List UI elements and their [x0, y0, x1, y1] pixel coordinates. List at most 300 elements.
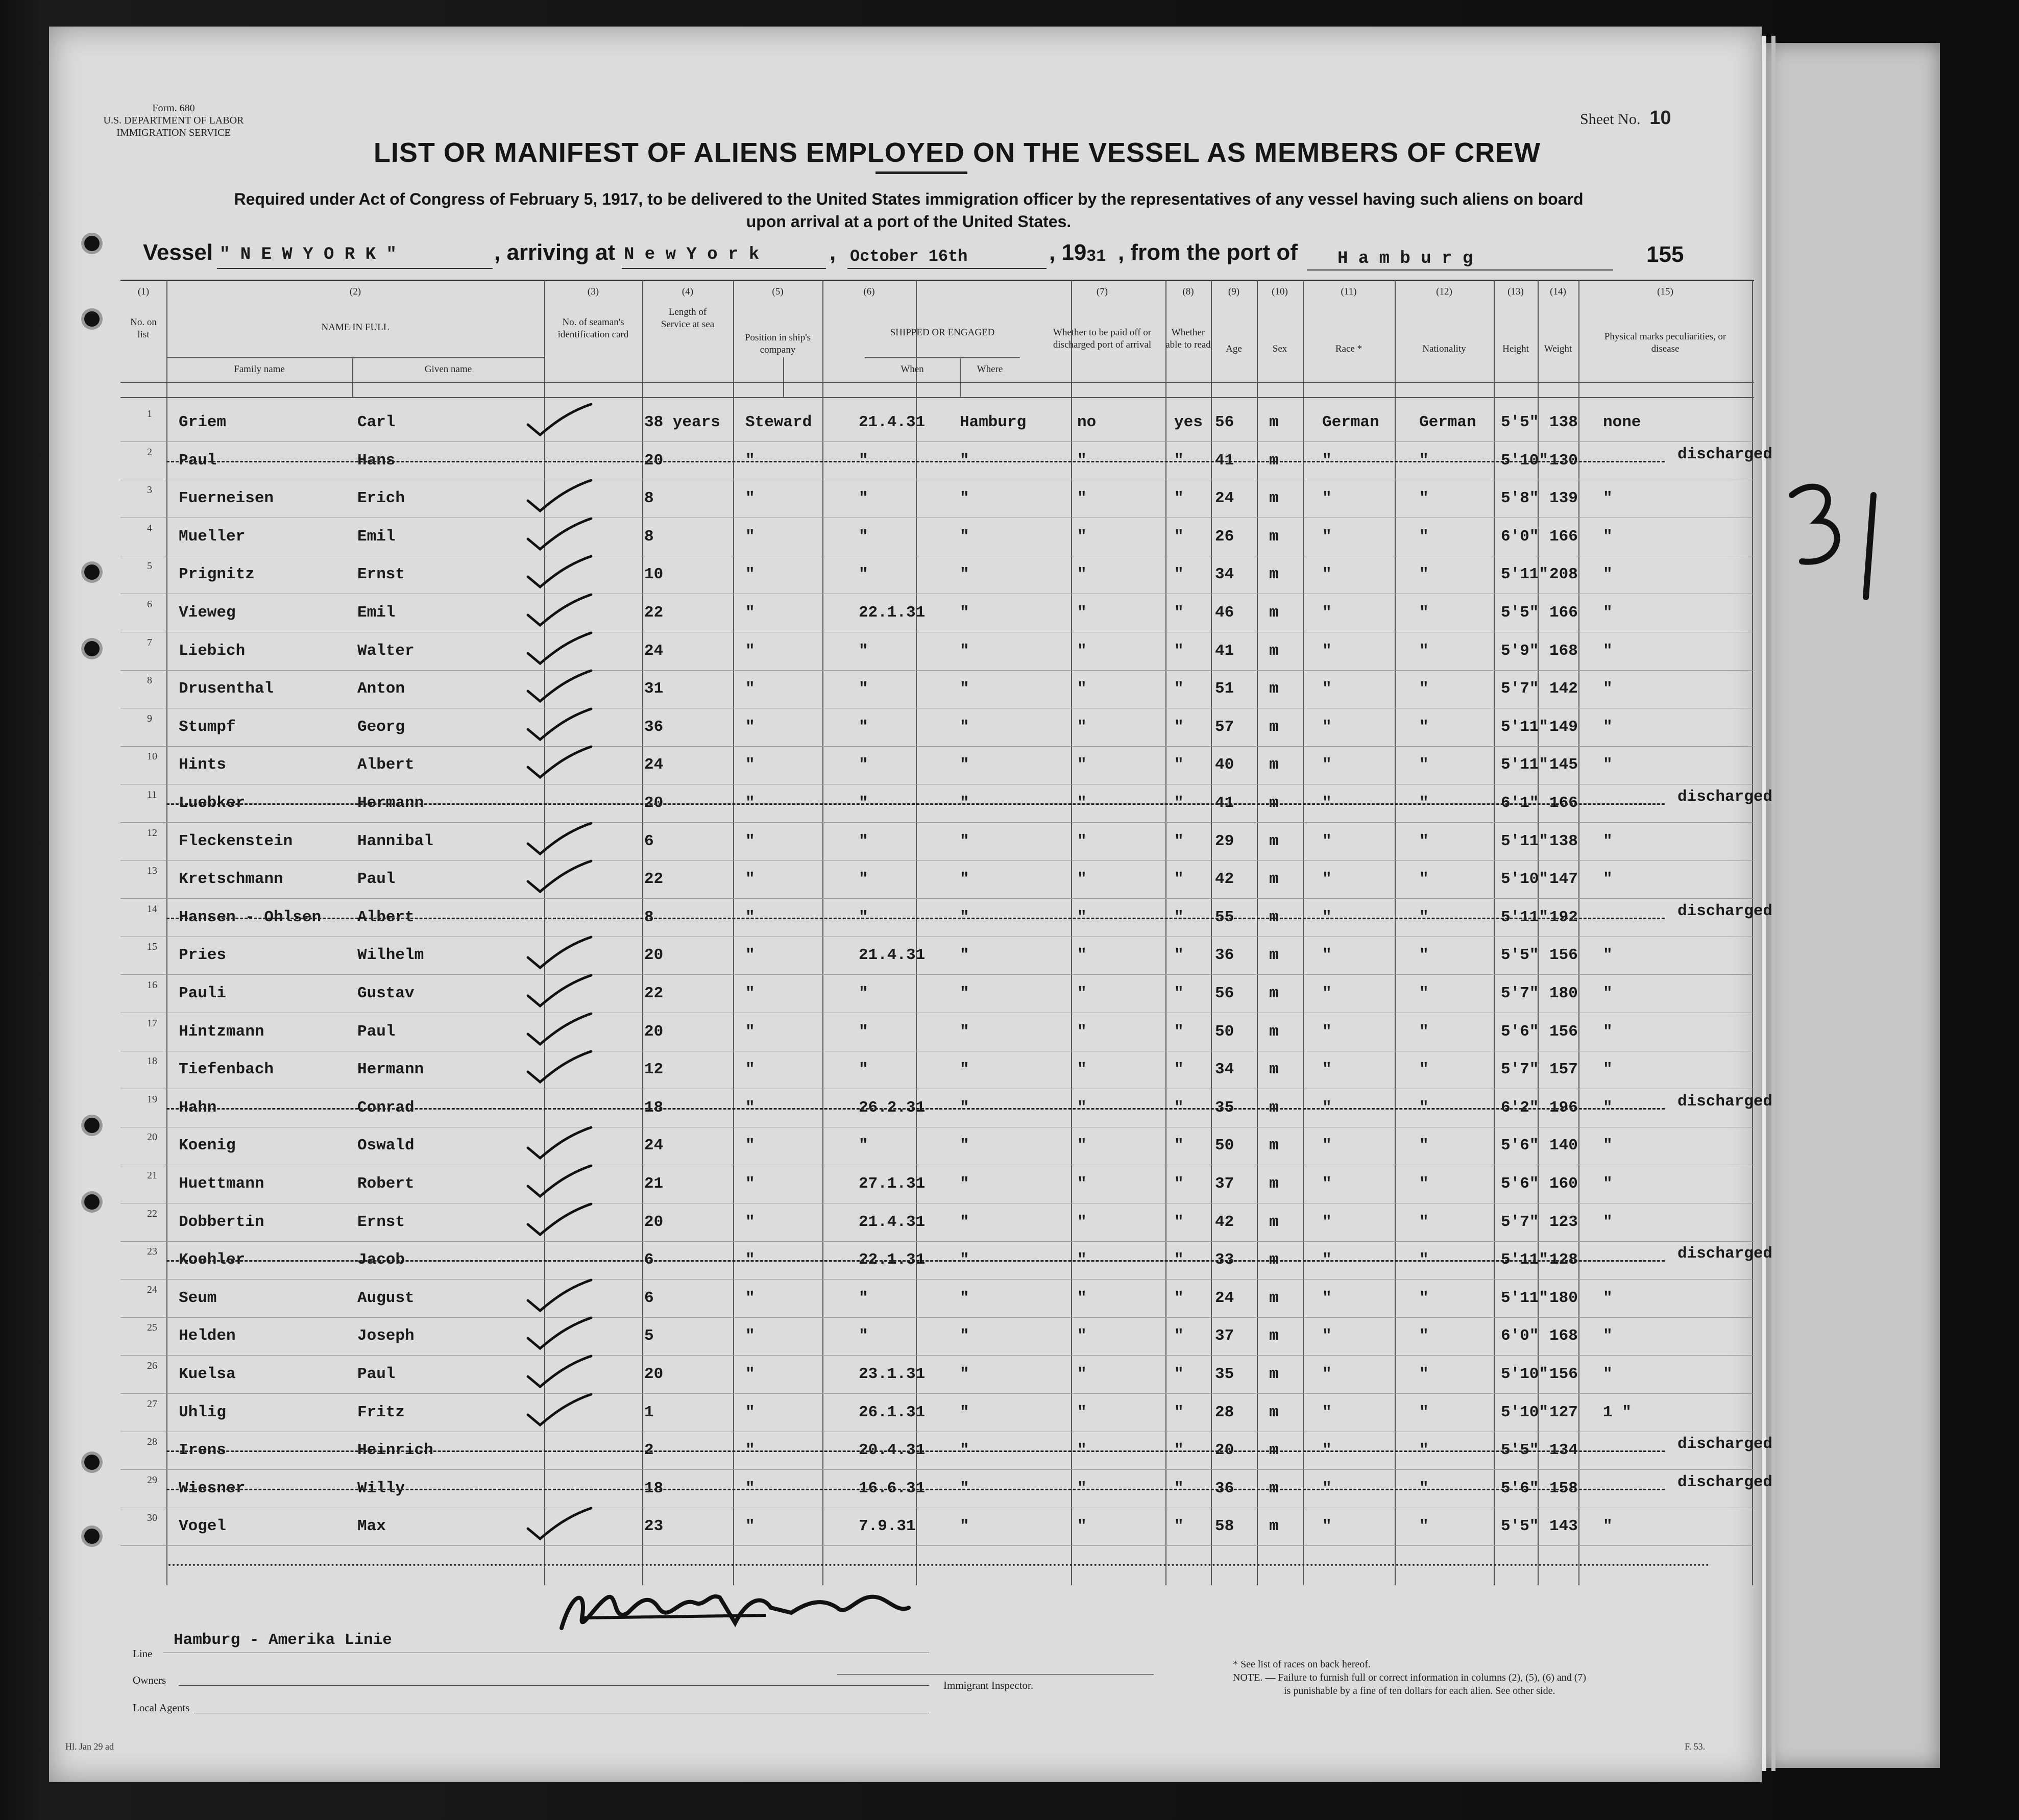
- cell-weight: 147: [1549, 870, 1578, 889]
- col-8-num: (8): [1182, 286, 1194, 297]
- cell-paid: ": [1077, 604, 1087, 622]
- cell-height: 5'6": [1501, 1479, 1539, 1497]
- cell-sex: m: [1269, 870, 1279, 889]
- cell-age: 34: [1215, 1061, 1234, 1079]
- cell-where: ": [960, 680, 969, 698]
- cell-when: 26.1.31: [859, 1403, 926, 1421]
- col-9-num: (9): [1228, 286, 1240, 297]
- cell-when: 22.1.31: [859, 1251, 926, 1269]
- fill-line: [1307, 269, 1613, 270]
- cell-read: ": [1174, 1251, 1184, 1269]
- cell-race: ": [1322, 1403, 1332, 1421]
- check-mark-icon: [524, 821, 595, 857]
- cell-height: 5'5": [1501, 1441, 1539, 1460]
- punch-hole: [84, 311, 100, 327]
- cell-read: ": [1174, 1479, 1184, 1497]
- cell-marks: ": [1603, 1517, 1613, 1536]
- cell-age: 35: [1215, 1365, 1234, 1383]
- form-code: F. 53.: [1685, 1741, 1706, 1752]
- cell-paid: ": [1077, 1327, 1087, 1345]
- cell-nat: ": [1419, 1327, 1429, 1345]
- cell-height: 5'6": [1501, 1137, 1539, 1155]
- line-label: Line: [133, 1647, 153, 1660]
- table-row: [120, 633, 1754, 671]
- cell-sex: m: [1269, 1403, 1279, 1421]
- cell-given: Emil: [357, 527, 396, 546]
- row-number: 24: [147, 1284, 157, 1295]
- table-row: [120, 1280, 1754, 1318]
- table-row: [120, 709, 1754, 747]
- table-row: [120, 1432, 1773, 1470]
- cell-where: ": [960, 832, 969, 850]
- cell-where: ": [960, 985, 969, 1002]
- cell-marks: ": [1603, 1098, 1613, 1117]
- cell-nat: ": [1419, 1289, 1429, 1307]
- cell-marks: ": [1603, 565, 1613, 584]
- discharged-remark: discharged: [1677, 1092, 1773, 1111]
- check-mark-icon: [524, 859, 595, 895]
- cell-read: ": [1174, 1517, 1184, 1536]
- header-bottom-rule: [120, 382, 1754, 383]
- cell-age: 34: [1215, 565, 1234, 584]
- col-6a-header: When: [901, 364, 924, 375]
- form-header: [89, 102, 258, 139]
- cell-family: Seum: [179, 1289, 217, 1307]
- cell-paid: ": [1077, 527, 1087, 546]
- cell-height: 5'9": [1501, 642, 1539, 660]
- discharged-remark: discharged: [1677, 902, 1773, 920]
- cell-read: ": [1174, 985, 1184, 1002]
- cell-weight: 156: [1549, 946, 1578, 965]
- cell-family: Pries: [179, 946, 227, 965]
- cell-when: 26.2.31: [859, 1098, 926, 1117]
- cell-race: ": [1322, 870, 1332, 889]
- check-mark-icon: [524, 745, 595, 780]
- check-mark-icon: [524, 478, 595, 514]
- cell-service: 8: [644, 908, 654, 926]
- cell-sex: m: [1269, 1098, 1279, 1117]
- cell-weight: 166: [1549, 604, 1578, 622]
- cell-sex: m: [1269, 1517, 1279, 1536]
- cell-nat: ": [1419, 565, 1429, 584]
- cell-family: Kuelsa: [179, 1365, 236, 1383]
- cell-when: ": [859, 794, 868, 812]
- cell-weight: 127: [1549, 1403, 1578, 1421]
- cell-nat: ": [1419, 1441, 1429, 1460]
- cell-age: 40: [1215, 756, 1234, 774]
- col-14-num: (14): [1550, 286, 1566, 297]
- cell-sex: m: [1269, 1479, 1279, 1497]
- cell-family: Paul: [179, 451, 217, 470]
- cell-family: Helden: [179, 1327, 236, 1345]
- col-14-header: Weight: [1544, 343, 1572, 354]
- cell-where: ": [960, 1251, 969, 1269]
- col-2b-header: Given name: [424, 364, 472, 375]
- cell-given: Walter: [357, 642, 415, 660]
- cell-height: 5'11": [1501, 756, 1549, 774]
- cell-service: 2: [644, 1441, 654, 1460]
- cell-race: ": [1322, 718, 1332, 736]
- cell-position: ": [745, 1289, 755, 1307]
- cell-family: Koenig: [179, 1137, 236, 1155]
- arrival-date: October 16th: [850, 247, 968, 266]
- cell-marks: 1 ": [1603, 1403, 1632, 1421]
- cell-marks: ": [1603, 1022, 1613, 1041]
- table-row: [120, 1508, 1754, 1546]
- row-number: 12: [147, 827, 157, 839]
- footnotes: [1233, 1658, 1692, 1698]
- cell-position: ": [745, 1365, 755, 1383]
- cell-where: ": [960, 1137, 969, 1155]
- cell-nat: ": [1419, 1137, 1429, 1155]
- cell-race: ": [1322, 985, 1332, 1002]
- cell-nat: ": [1419, 946, 1429, 965]
- cell-paid: ": [1077, 946, 1087, 965]
- cell-position: ": [745, 1137, 755, 1155]
- vessel-label: Vessel: [143, 240, 213, 265]
- cell-family: Fuerneisen: [179, 489, 274, 508]
- cell-when: 20.4.31: [859, 1441, 926, 1460]
- cell-height: 5'5": [1501, 413, 1539, 431]
- cell-read: ": [1174, 718, 1184, 736]
- row-number: 6: [147, 599, 152, 610]
- cell-sex: m: [1269, 1061, 1279, 1079]
- cell-height: 5'11": [1501, 718, 1549, 736]
- cell-nat: ": [1419, 1061, 1429, 1079]
- cell-where: ": [960, 1517, 969, 1536]
- cell-when: ": [859, 870, 868, 889]
- table-row: [120, 1356, 1754, 1394]
- cell-age: 26: [1215, 527, 1234, 546]
- cell-nat: ": [1419, 1365, 1429, 1383]
- cell-height: 5'11": [1501, 1251, 1549, 1269]
- cell-position: ": [745, 1175, 755, 1193]
- cell-paid: ": [1077, 1175, 1087, 1193]
- shipped-subheader-rule: [865, 357, 1020, 358]
- check-mark-icon: [524, 1049, 595, 1085]
- cell-sex: m: [1269, 718, 1279, 736]
- table-row: [120, 1204, 1754, 1242]
- from-label: , from the port of: [1118, 240, 1298, 265]
- col-5-num: (5): [772, 286, 784, 297]
- row-number: 23: [147, 1246, 157, 1258]
- col-4-header: Length of Service at sea: [661, 307, 715, 330]
- cell-sex: m: [1269, 1327, 1279, 1345]
- col-7-num: (7): [1096, 286, 1108, 297]
- strike-through-line: [166, 803, 1665, 805]
- cell-service: 8: [644, 489, 654, 508]
- cell-service: 6: [644, 1289, 654, 1307]
- title-underline: [875, 171, 967, 174]
- cell-position: ": [745, 1517, 755, 1536]
- punch-hole: [84, 641, 100, 656]
- cell-paid: ": [1077, 1289, 1087, 1307]
- sheet-value: 10: [1649, 107, 1671, 129]
- cell-age: 41: [1215, 451, 1234, 470]
- cell-sex: m: [1269, 680, 1279, 698]
- cell-nat: ": [1419, 1403, 1429, 1421]
- table-row: [120, 1127, 1754, 1165]
- col-11-header: Race *: [1335, 343, 1363, 354]
- table-row: [120, 1318, 1754, 1356]
- cell-sex: m: [1269, 489, 1279, 508]
- cell-family: Hints: [179, 756, 227, 774]
- check-mark-icon: [524, 554, 595, 590]
- cell-family: Hintzmann: [179, 1022, 264, 1041]
- cell-where: ": [960, 908, 969, 926]
- cell-position: ": [745, 832, 755, 850]
- cell-when: 21.4.31: [859, 946, 926, 965]
- cell-family: Uhlig: [179, 1403, 227, 1421]
- table-row: [120, 556, 1754, 594]
- cell-marks: ": [1603, 718, 1613, 736]
- cell-race: ": [1322, 1175, 1332, 1193]
- cell-race: ": [1322, 604, 1332, 622]
- cell-nat: ": [1419, 1175, 1429, 1193]
- cell-read: ": [1174, 870, 1184, 889]
- cell-position: ": [745, 946, 755, 965]
- cell-read: ": [1174, 1289, 1184, 1307]
- cell-race: German: [1322, 413, 1379, 431]
- cell-paid: ": [1077, 1479, 1087, 1497]
- cell-nat: ": [1419, 1517, 1429, 1536]
- cell-service: 24: [644, 642, 664, 660]
- row-number: 30: [147, 1512, 157, 1524]
- cell-weight: 145: [1549, 756, 1578, 774]
- cell-nat: ": [1419, 1213, 1429, 1231]
- cell-paid: ": [1077, 680, 1087, 698]
- cell-marks: ": [1603, 946, 1613, 965]
- check-mark-icon: [524, 1278, 595, 1314]
- table-row: [120, 595, 1754, 632]
- cell-service: 6: [644, 1251, 654, 1269]
- header-base-rule: [120, 397, 1754, 398]
- cell-when: ": [859, 832, 868, 850]
- table-row: [120, 899, 1773, 937]
- cell-where: ": [960, 1327, 969, 1345]
- cell-age: 33: [1215, 1251, 1234, 1269]
- col-2-num: (2): [349, 286, 361, 297]
- table-row: [120, 1014, 1754, 1051]
- col-9-header: Age: [1226, 343, 1242, 354]
- check-mark-icon: [524, 1316, 595, 1351]
- cell-read: ": [1174, 604, 1184, 622]
- strike-through-line: [166, 1108, 1665, 1110]
- cell-read: ": [1174, 1327, 1184, 1345]
- comma: ,: [830, 240, 836, 265]
- cell-nat: ": [1419, 642, 1429, 660]
- cell-sex: m: [1269, 1289, 1279, 1307]
- cell-race: ": [1322, 794, 1332, 812]
- cell-given: Fritz: [357, 1403, 405, 1421]
- cell-given: Heinrich: [357, 1441, 433, 1460]
- check-mark-icon: [524, 707, 595, 743]
- cell-age: 50: [1215, 1022, 1234, 1041]
- subtitle-line: upon arrival at a port of the United States.: [746, 212, 1072, 231]
- cell-nat: ": [1419, 985, 1429, 1002]
- row-number: 2: [147, 446, 152, 458]
- fill-line: [217, 268, 493, 269]
- cell-weight: 156: [1549, 1365, 1578, 1383]
- from-port: H a m b u r g: [1337, 249, 1473, 268]
- margin-annotation: [1787, 480, 1899, 610]
- cell-marks: ": [1603, 1137, 1613, 1155]
- cell-height: 5'7": [1501, 680, 1539, 698]
- cell-position: ": [745, 1061, 755, 1079]
- cell-sex: m: [1269, 1213, 1279, 1231]
- cell-when: 27.1.31: [859, 1175, 926, 1193]
- check-mark-icon: [524, 1202, 595, 1238]
- note-fine: NOTE. — Failure to furnish full or correct information in columns (2), (5), (6) and (7): [1233, 1672, 1587, 1683]
- fill-line: [622, 268, 826, 269]
- table-row: [120, 480, 1754, 518]
- cell-when: ": [859, 489, 868, 508]
- cell-sex: m: [1269, 946, 1279, 965]
- cell-given: Conrad: [357, 1098, 415, 1117]
- cell-when: ": [859, 451, 868, 470]
- cell-given: Wilhelm: [357, 946, 424, 965]
- col-12-num: (12): [1436, 286, 1452, 297]
- cell-race: ": [1322, 1441, 1332, 1460]
- cell-position: ": [745, 1403, 755, 1421]
- cell-position: ": [745, 985, 755, 1002]
- cell-nat: ": [1419, 1251, 1429, 1269]
- cell-age: 28: [1215, 1403, 1234, 1421]
- end-of-list-line: [168, 1564, 1710, 1566]
- cell-where: Hamburg: [960, 413, 1027, 431]
- cell-given: Paul: [357, 1365, 396, 1383]
- cell-given: Albert: [357, 756, 415, 774]
- cell-nat: ": [1419, 756, 1429, 774]
- cell-family: Koehler: [179, 1251, 246, 1269]
- cell-family: Fleckenstein: [179, 832, 293, 850]
- cell-given: Emil: [357, 604, 396, 622]
- cell-race: ": [1322, 756, 1332, 774]
- cell-paid: ": [1077, 908, 1087, 926]
- subtitle-line: Required under Act of Congress of February 5, 1917, to be delivered to the United States immigration officer by the representatives of any vessel having such aliens on board: [234, 190, 1584, 208]
- cell-service: 1: [644, 1403, 654, 1421]
- col-6-header: SHIPPED OR ENGAGED: [890, 327, 995, 338]
- cell-where: ": [960, 1061, 969, 1079]
- cell-when: 21.4.31: [859, 1213, 926, 1231]
- cell-position: Steward: [745, 413, 812, 431]
- cell-read: ": [1174, 756, 1184, 774]
- cell-height: 5'11": [1501, 908, 1549, 926]
- cell-height: 6'0": [1501, 1327, 1539, 1345]
- sheet-label: Sheet No.: [1580, 111, 1641, 128]
- cell-weight: 128: [1549, 1251, 1578, 1269]
- cell-read: ": [1174, 642, 1184, 660]
- row-number: 11: [147, 789, 157, 800]
- cell-position: ": [745, 451, 755, 470]
- cell-where: ": [960, 1022, 969, 1041]
- cell-when: ": [859, 756, 868, 774]
- cell-position: ": [745, 908, 755, 926]
- cell-race: ": [1322, 1327, 1332, 1345]
- cell-height: 5'10": [1501, 1365, 1549, 1383]
- punch-hole: [84, 1118, 100, 1133]
- cell-position: ": [745, 870, 755, 889]
- col-11-num: (11): [1341, 286, 1357, 297]
- cell-service: 6: [644, 832, 654, 850]
- cell-given: Carl: [357, 413, 396, 431]
- cell-marks: ": [1603, 527, 1613, 546]
- cell-race: ": [1322, 1213, 1332, 1231]
- cell-family: Huettmann: [179, 1175, 264, 1193]
- cell-height: 6'1": [1501, 794, 1539, 812]
- cell-read: ": [1174, 1061, 1184, 1079]
- cell-read: ": [1174, 451, 1184, 470]
- cell-paid: ": [1077, 489, 1087, 508]
- cell-nat: ": [1419, 718, 1429, 736]
- cell-paid: ": [1077, 1098, 1087, 1117]
- cell-family: Vogel: [179, 1517, 227, 1536]
- cell-given: Jacob: [357, 1251, 405, 1269]
- manifest-title: LIST OR MANIFEST OF ALIENS EMPLOYED ON THE VESSEL AS MEMBERS OF CREW: [373, 137, 1541, 168]
- cell-position: ": [745, 1251, 755, 1269]
- cell-marks: ": [1603, 642, 1613, 660]
- cell-family: Drusenthal: [179, 680, 274, 698]
- cell-paid: ": [1077, 1251, 1087, 1269]
- row-number: 20: [147, 1132, 157, 1143]
- cell-race: ": [1322, 1098, 1332, 1117]
- col-8-header: Whether able to read: [1165, 327, 1211, 350]
- cell-position: ": [745, 1327, 755, 1345]
- cell-family: Hahn: [179, 1098, 217, 1117]
- sheet-number: [1580, 107, 1671, 129]
- cell-service: 23: [644, 1517, 664, 1536]
- cell-read: ": [1174, 1403, 1184, 1421]
- table-row: [120, 785, 1773, 823]
- cell-age: 50: [1215, 1137, 1234, 1155]
- cell-race: ": [1322, 832, 1332, 850]
- cell-family: Dobbertin: [179, 1213, 264, 1231]
- row-number: 8: [147, 675, 152, 686]
- cell-read: ": [1174, 1441, 1184, 1460]
- cell-marks: ": [1603, 832, 1613, 850]
- vessel-name: " N E W Y O R K ": [220, 245, 397, 264]
- cell-paid: ": [1077, 1213, 1087, 1231]
- cell-age: 56: [1215, 413, 1234, 431]
- cell-service: 20: [644, 451, 664, 470]
- name-subheader-rule: [166, 357, 544, 358]
- cell-when: ": [859, 1327, 868, 1345]
- cell-paid: ": [1077, 642, 1087, 660]
- cell-when: ": [859, 642, 868, 660]
- cell-paid: ": [1077, 1022, 1087, 1041]
- cell-service: 12: [644, 1061, 664, 1079]
- cell-where: ": [960, 642, 969, 660]
- discharged-remark: discharged: [1677, 1245, 1773, 1263]
- cell-sex: m: [1269, 1022, 1279, 1041]
- arrival-year: 31: [1086, 247, 1106, 266]
- cell-age: 24: [1215, 489, 1234, 508]
- cell-weight: 130: [1549, 451, 1578, 470]
- cell-where: ": [960, 527, 969, 546]
- cell-paid: ": [1077, 1061, 1087, 1079]
- agents-label: Local Agents: [133, 1702, 190, 1714]
- cell-race: ": [1322, 1061, 1332, 1079]
- cell-when: 7.9.31: [859, 1517, 916, 1536]
- col-13-num: (13): [1507, 286, 1524, 297]
- cell-sex: m: [1269, 451, 1279, 470]
- cell-weight: 180: [1549, 985, 1578, 1002]
- cell-weight: 156: [1549, 1022, 1578, 1041]
- cell-when: 23.1.31: [859, 1365, 926, 1383]
- cell-race: ": [1322, 451, 1332, 470]
- cell-service: 5: [644, 1327, 654, 1345]
- table-row: [120, 937, 1754, 975]
